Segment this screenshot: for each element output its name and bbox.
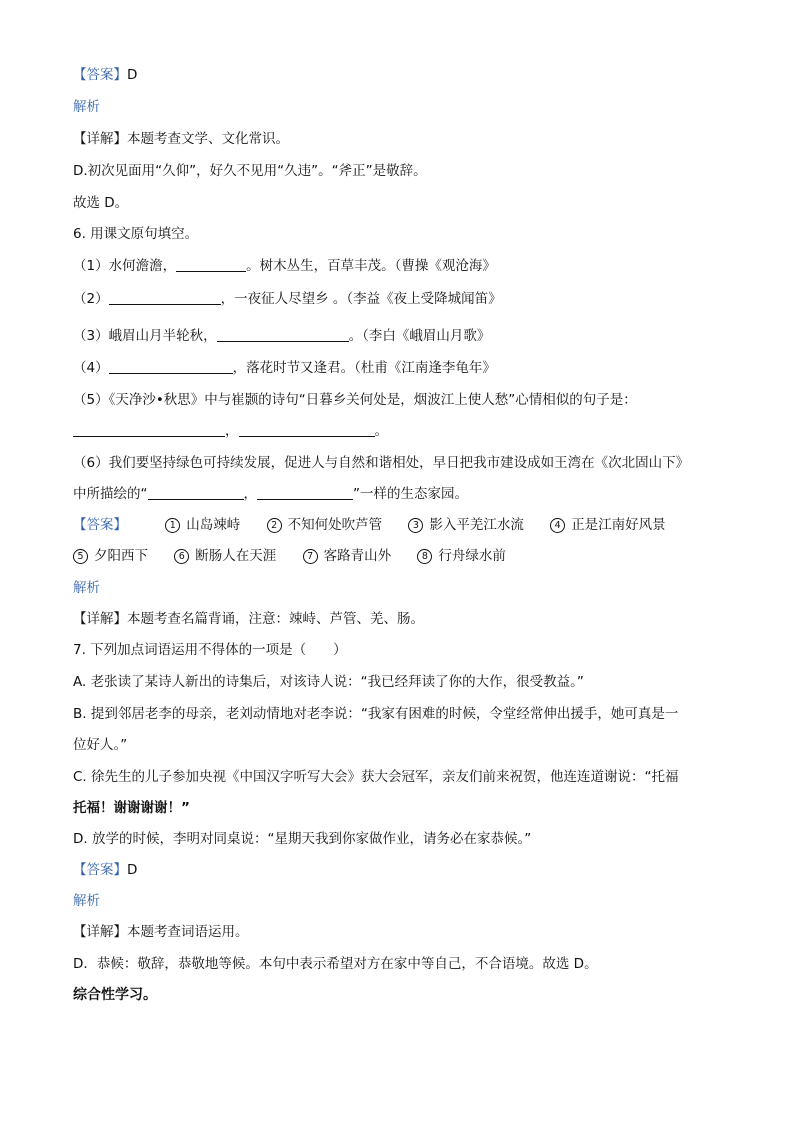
q7-option-d: D. 放学的时候，李明对同桌说：“星期天我到你家做作业，请务必在家恭候。” — [73, 831, 532, 847]
q7-option-c-line2: 托福！谢谢谢谢！” — [73, 800, 190, 816]
answer-number: 5 — [73, 549, 88, 564]
q7-option-b-line2: 位好人。” — [73, 737, 128, 753]
answer-text: 正是江南好风景 — [571, 517, 666, 533]
q6-item-4 — [73, 358, 496, 378]
q6-item-5-comma: ， — [225, 423, 239, 439]
fill-blank — [217, 327, 349, 342]
q6-item-5-line1: （5）《天净沙•秋思》中与崔颢的诗句“日暮乡关何处是，烟波江上使人愁”心情相似的句子是： — [73, 392, 637, 408]
q7-option-a: A. 老张读了某诗人新出的诗集后，对该诗人说：“我已经拜读了你的大作，很受教益。” — [73, 674, 584, 690]
q6-item-2-prefix: （2） — [73, 291, 109, 307]
answer-text: 客路青山外 — [323, 548, 392, 564]
q7-analysis-label: 解析 — [73, 893, 100, 909]
q7-answer-value: D — [127, 862, 138, 878]
fill-blank — [73, 422, 225, 437]
answer-item — [417, 546, 506, 566]
answer-number: 7 — [303, 549, 318, 564]
q6-answers-row-2 — [73, 546, 528, 566]
q6-item-2-suffix: ，一夜征人尽望乡 。（李益《夜上受降城闻笛》 — [220, 291, 502, 307]
answer-text: 行舟绿水前 — [438, 548, 506, 564]
q7-option-b-line1: B. 提到邻居老李的母亲，老刘动情地对老李说：“我家有困难的时候，令堂经常伸出援手，她可真是一 — [73, 706, 679, 722]
q6-item-6-line1: （6）我们要坚持绿色可持续发展，促进人与自然和谐相处，早日把我市建设成如王湾在《次北固山下》 — [73, 455, 690, 471]
answer-text: 山岛竦峙 — [186, 517, 241, 533]
q5-conclusion: 故选 D。 — [73, 195, 129, 211]
fill-blank — [239, 422, 375, 437]
answer-text: 夕阳西下 — [94, 548, 148, 564]
q5-answer-value: D — [127, 67, 138, 83]
q6-item-1 — [73, 256, 496, 276]
answer-text: 影入平羌江水流 — [429, 517, 524, 533]
q6-detail: 【详解】本题考查名篇背诵，注意：竦峙、芦管、羌、肠。 — [73, 611, 424, 627]
fill-blank — [148, 485, 244, 500]
q7-stem: 7. 下列加点词语运用不得体的一项是（ ） — [73, 642, 347, 658]
q5-explain-d: D.初次见面用“久仰”，好久不见用“久违”。“斧正”是敬辞。 — [73, 163, 427, 179]
q6-item-6-suffix: ”一样的生态家园。 — [353, 486, 468, 502]
answer-item — [408, 515, 524, 535]
answer-number: 1 — [165, 518, 180, 533]
q7-option-c-line1: C. 徐先生的儿子参加央视《中国汉字听写大会》获大会冠军，亲友们前来祝贺，他连连道谢说：“托福 — [73, 769, 679, 785]
q6-item-1-suffix: 。树木丛生，百草丰茂。（曹操《观沧海》 — [246, 258, 496, 274]
answer-item — [165, 515, 240, 535]
q7-answer-tag: 【答案】 — [73, 862, 127, 878]
q6-item-5-period: 。 — [374, 423, 388, 439]
q5-answer-tag: 【答案】 — [73, 67, 127, 83]
fill-blank — [109, 290, 221, 305]
answer-item — [550, 515, 666, 535]
q6-item-3-suffix: 。（李白《峨眉山月歌》 — [348, 328, 491, 344]
fill-blank — [176, 257, 246, 272]
q6-item-6-line2 — [73, 484, 468, 504]
q7-answer-line — [73, 860, 137, 880]
q6-analysis-label: 解析 — [73, 580, 100, 596]
q6-item-1-prefix: （1）水何澹澹， — [73, 258, 177, 274]
answer-item — [267, 515, 383, 535]
q5-answer-line — [73, 65, 137, 85]
answer-number: 8 — [417, 549, 432, 564]
q6-item-5-line2 — [73, 421, 388, 441]
answer-text: 断肠人在天涯 — [195, 548, 277, 564]
answer-number: 6 — [174, 549, 189, 564]
q6-item-3 — [73, 326, 490, 346]
q6-item-6-comma: ， — [243, 486, 257, 502]
answer-item — [174, 546, 276, 566]
answer-number: 2 — [267, 518, 282, 533]
q6-item-4-prefix: （4） — [73, 360, 109, 376]
q7-explain: D．恭候：敬辞，恭敬地等候。本句中表示希望对方在家中等自己，不合语境。故选 D。 — [73, 956, 598, 972]
fill-blank — [109, 359, 233, 374]
q7-detail: 【详解】本题考查词语运用。 — [73, 924, 249, 940]
fill-blank — [257, 485, 353, 500]
answer-number: 4 — [550, 518, 565, 533]
q6-stem: 6. 用课文原句填空。 — [73, 226, 199, 242]
answer-number: 3 — [408, 518, 423, 533]
answer-item — [73, 546, 148, 566]
answer-item — [303, 546, 392, 566]
q6-item-4-suffix: ，落花时节又逢君。（杜甫《江南逢李龟年》 — [232, 360, 496, 376]
q6-item-3-prefix: （3）峨眉山月半轮秋， — [73, 328, 217, 344]
section-title: 综合性学习。 — [73, 987, 157, 1003]
q6-answer-tag: 【答案】 — [73, 517, 127, 533]
answer-text: 不知何处吹芦管 — [287, 517, 383, 533]
q6-item-2 — [73, 289, 502, 309]
q6-item-6-prefix: 中所描绘的“ — [73, 486, 148, 502]
q6-answers-row-1 — [73, 515, 688, 535]
q5-analysis-label: 解析 — [73, 99, 100, 115]
q5-detail: 【详解】本题考查文学、文化常识。 — [73, 131, 289, 147]
